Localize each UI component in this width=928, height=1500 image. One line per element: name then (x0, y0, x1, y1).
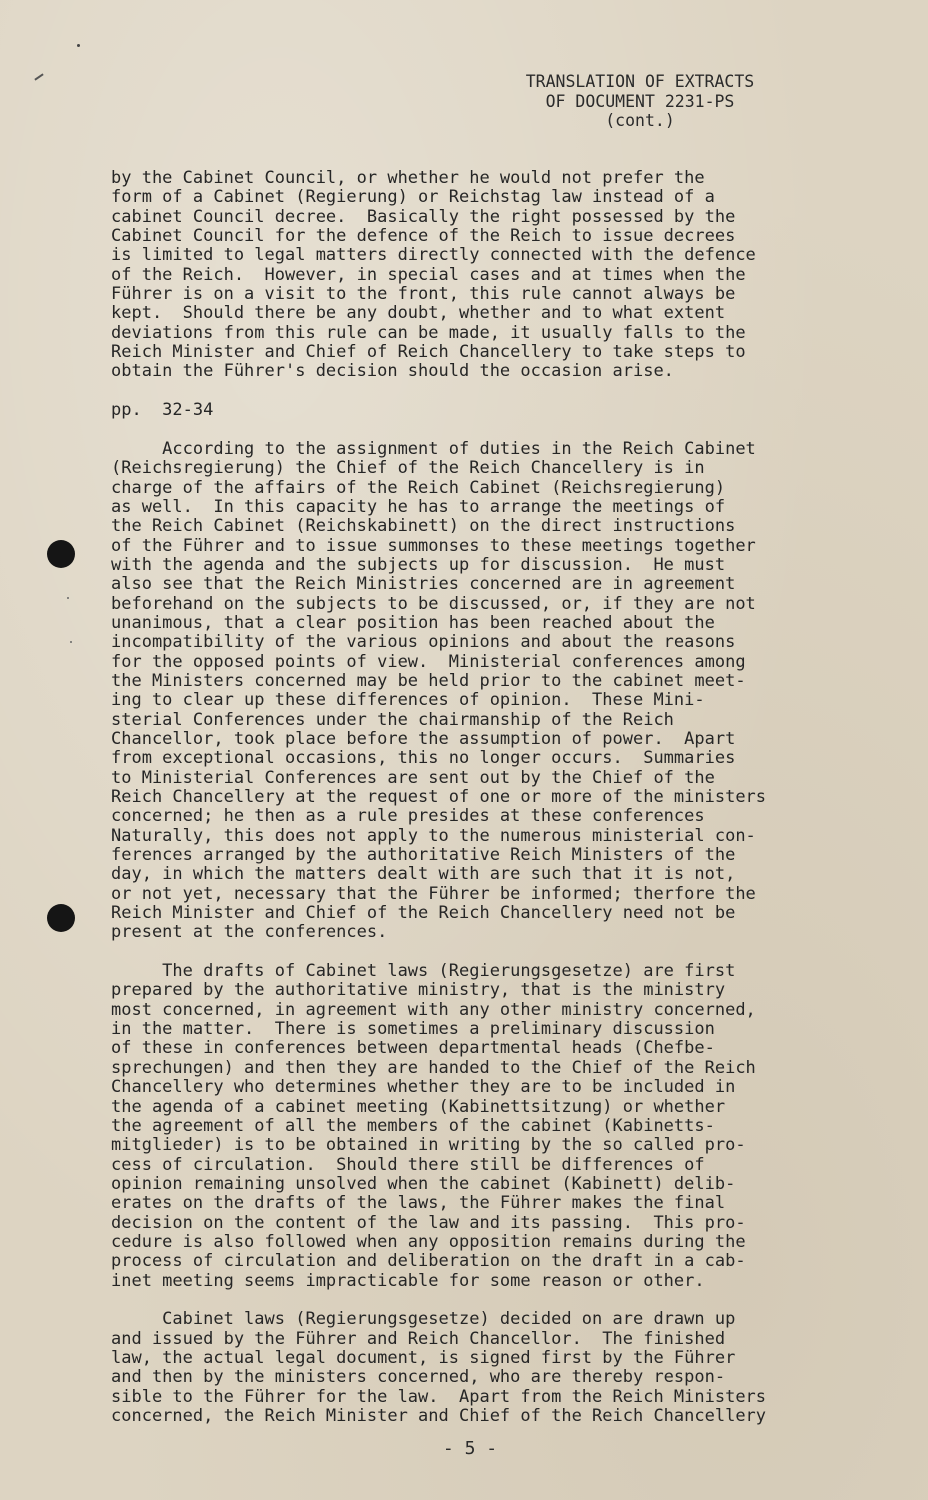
text-line: present at the conferences. (111, 922, 388, 943)
text-line: The drafts of Cabinet laws (Regierungsgesetze) are first (111, 961, 736, 982)
text-line: decision on the content of the law and its passing. This pro- (111, 1212, 746, 1233)
text-line: sprechungen) and then they are handed to the Chief of the Reich (111, 1057, 756, 1078)
punch-hole-icon (47, 540, 75, 568)
text-line: the agreement of all the members of the cabinet (Kabinetts- (111, 1115, 715, 1136)
text-line: form of a Cabinet (Regierung) or Reichstag law instead of a (111, 187, 715, 208)
text-line: also see that the Reich Ministries concerned are in agreement (111, 574, 736, 595)
text-line: (Reichsregierung) the Chief of the Reich Chancellery is in (111, 458, 705, 479)
text-line: Führer is on a visit to the front, this rule cannot always be (111, 284, 736, 305)
text-line: Chancellery who determines whether they are to be included in (111, 1077, 736, 1098)
text-line: concerned; he then as a rule presides at these conferences (111, 806, 705, 827)
text-line: concerned, the Reich Minister and Chief of the Reich Chancellery (111, 1406, 767, 1426)
text-line: is limited to legal matters directly connected with the defence (111, 245, 756, 266)
text-line: law, the actual legal document, is signed first by the Führer (111, 1347, 736, 1368)
text-line: cedure is also followed when any opposition remains during the (111, 1231, 746, 1252)
punch-hole-icon (47, 904, 75, 932)
text-line: most concerned, in agreement with any other ministry concerned, (111, 999, 756, 1020)
text-line: unanimous, that a clear position has been reached about the (111, 612, 715, 633)
text-line: deviations from this rule can be made, it usually falls to the (111, 322, 746, 343)
text-line (111, 382, 871, 401)
ink-speck (70, 641, 72, 643)
header-title-line: TRANSLATION OF EXTRACTS (525, 72, 755, 91)
text-line: Cabinet Council for the defence of the Reich to issue decrees (111, 226, 736, 247)
text-line (111, 1291, 871, 1310)
text-line: pp. 32-34 (111, 400, 214, 421)
text-line: incompatibility of the various opinions and about the reasons (111, 632, 736, 653)
text-line: Chancellor, took place before the assumption of power. Apart (111, 728, 736, 749)
text-line: charge of the affairs of the Reich Cabinet (Reichsregierung) (111, 477, 726, 498)
text-line: ferences arranged by the authoritative Reich Ministers of the (111, 845, 736, 866)
text-line: to Ministerial Conferences are sent out by the Chief of the (111, 767, 715, 788)
text-line: sible to the Führer for the law. Apart from the Reich Ministers (111, 1386, 767, 1407)
text-line: kept. Should there be any doubt, whether and to what extent (111, 303, 726, 324)
text-line: Reich Minister and Chief of the Reich Chancellery need not be (111, 903, 736, 924)
text-line: mitglieder) is to be obtained in writing by the so called pro- (111, 1135, 746, 1156)
text-line: cabinet Council decree. Basically the right possessed by the (111, 206, 736, 227)
text-line: and issued by the Führer and Reich Chancellor. The finished (111, 1328, 726, 1349)
text-line: as well. In this capacity he has to arrange the meetings of (111, 496, 726, 517)
document-header (480, 72, 800, 131)
text-line (111, 420, 871, 439)
text-line (111, 943, 871, 962)
page-number: - 5 - (442, 1438, 498, 1459)
text-line: of the Führer and to issue summonses to these meetings together (111, 535, 756, 556)
text-line: the agenda of a cabinet meeting (Kabinettsitzung) or whether (111, 1096, 726, 1117)
text-line: the Reich Cabinet (Reichskabinett) on the direct instructions (111, 516, 736, 537)
text-line: in the matter. There is sometimes a preliminary discussion (111, 1019, 715, 1040)
text-line: for the opposed points of view. Ministerial conferences among (111, 651, 746, 672)
text-line: Cabinet laws (Regierungsgesetze) decided on are drawn up (111, 1309, 736, 1330)
text-line: or not yet, necessary that the Führer be informed; therfore the (111, 883, 756, 904)
text-line: Reich Minister and Chief of Reich Chancellery to take steps to (111, 342, 746, 363)
text-line: process of circulation and deliberation on the draft in a cab- (111, 1251, 746, 1272)
text-line: the Ministers concerned may be held prior to the cabinet meet- (111, 670, 746, 691)
text-line: inet meeting seems impracticable for some reason or other. (111, 1270, 705, 1291)
text-line: with the agenda and the subjects up for discussion. He must (111, 554, 726, 575)
document-body (111, 169, 871, 1426)
text-line: by the Cabinet Council, or whether he would not prefer the (111, 168, 705, 188)
text-line: of the Reich. However, in special cases and at times when the (111, 264, 746, 285)
ink-speck (77, 44, 80, 47)
pencil-mark (34, 73, 43, 80)
text-line: beforehand on the subjects to be discussed, or, if they are not (111, 593, 756, 614)
text-line: and then by the ministers concerned, who are thereby respon- (111, 1367, 726, 1388)
text-line: cess of circulation. Should there still be differences of (111, 1154, 705, 1175)
ink-speck (67, 597, 69, 599)
text-line: of these in conferences between departmental heads (Chefbe- (111, 1038, 715, 1059)
header-document-line: OF DOCUMENT 2231-PS (545, 91, 735, 111)
text-line: ing to clear up these differences of opinion. These Mini- (111, 690, 705, 711)
header-continued-line: (cont.) (605, 111, 675, 130)
text-line: prepared by the authoritative ministry, that is the ministry (111, 980, 726, 1001)
text-line: erates on the drafts of the laws, the Führer makes the final (111, 1193, 726, 1214)
text-line: from exceptional occasions, this no longer occurs. Summaries (111, 748, 736, 769)
text-line: Reich Chancellery at the request of one or more of the ministers (111, 787, 767, 807)
text-line: obtain the Führer's decision should the occasion arise. (111, 361, 674, 382)
text-line: day, in which the matters dealt with are such that it is not, (111, 864, 736, 885)
text-line: opinion remaining unsolved when the cabinet (Kabinett) delib- (111, 1173, 736, 1194)
text-line: sterial Conferences under the chairmanship of the Reich (111, 709, 674, 730)
text-line: According to the assignment of duties in the Reich Cabinet (111, 438, 756, 459)
text-line: Naturally, this does not apply to the numerous ministerial con- (111, 825, 756, 846)
